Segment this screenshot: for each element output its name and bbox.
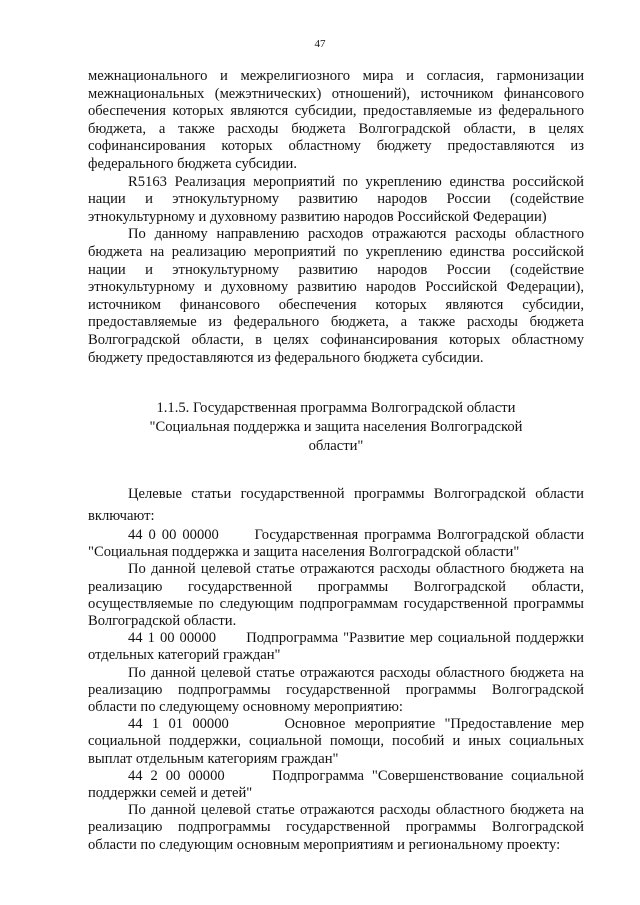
section-heading — [88, 399, 584, 456]
paragraph: 44 1 00 00000 Подпрограмма "Развитие мер социальной поддержки отдельных категорий граждан" — [88, 630, 588, 664]
paragraph: По данной целевой статье отражаются расходы областного бюджета на реализацию государственной программы Волгоградской области, осуществляемые по следующим подпрограммам государственной программы Волгоградской области. — [88, 561, 584, 630]
paragraph: 44 2 00 00000 Подпрограмма "Совершенствование социальной поддержки семей и детей" — [88, 767, 588, 802]
paragraph: 44 0 00 00000 Государственная программа Волгоградской области "Социальная поддержка и защита населения Волгоградской области" — [88, 527, 588, 561]
body-text-block — [88, 483, 588, 854]
paragraph: Целевые статьи государственной программы Волгоградской области включают: — [88, 486, 584, 524]
paragraph: По данной целевой статье отражаются расходы областного бюджета на реализацию подпрограммы государственной программы Волгоградской области по следующим основным мероприятиям и региональному проекту: — [88, 802, 584, 853]
section-heading-line: 1.1.5. Государственная программа Волгоградской области — [156, 400, 516, 416]
section-heading-line: "Социальная поддержка и защита населения Волгоградской — [149, 419, 523, 435]
paragraph: межнационального и межрелигиозного мира и согласия, гармонизации межнациональных (межэтнических) отношений), источником финансового обеспечения которых являются субсидии, предоставляемые из федерального бюджета, а также расходы бюджета Волгоградской области, в целях софинансирования которых областному бюджету предоставляются из федерального бюджета субсидии. — [88, 68, 584, 172]
top-text-block — [88, 68, 584, 367]
paragraph: 44 1 01 00000 Основное мероприятие "Предоставление мер социальной поддержки, социальной помощи, пособий и иных социальных выплат отдельным категориям граждан" — [88, 716, 588, 767]
section-heading-line: области" — [308, 438, 364, 454]
paragraph: По данному направлению расходов отражаются расходы областного бюджета на реализацию мероприятий по укреплению единства российской нации и этнокультурному развитию народов России (содействие этнокультурному и духовному развитию народов Российской Федерации), источником финансового обеспечения которых являются субсидии, предоставляемые из федерального бюджета, а также расходы бюджета Волгоградской области, в целях софинансирования которых областному бюджету предоставляются из федерального бюджета субсидии. — [88, 226, 584, 366]
page-number: 47 — [314, 38, 326, 50]
paragraph: По данной целевой статье отражаются расходы областного бюджета на реализацию подпрограммы государственной программы Волгоградской области по следующему основному мероприятию: — [88, 664, 584, 716]
paragraph: R5163 Реализация мероприятий по укреплению единства российской нации и этнокультурному развитию народов России (содействие этнокультурному и духовному развитию народов Российской Федерации) — [88, 173, 584, 225]
